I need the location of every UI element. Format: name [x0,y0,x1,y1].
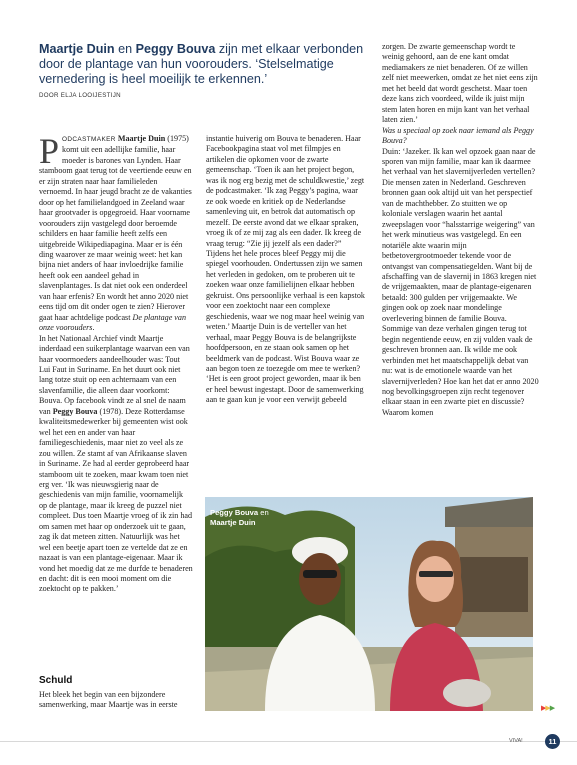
drop-cap: P [39,134,60,171]
column-2-text: instantie huiverig om Bouva te benaderen. Haar Facebookpagina staat vol met filmpjes en artikelen die opkomen voor de zwarte gemeenschap. ‘Toen ik aan het project begon, was ik nog erg bezig met de schuldkwestie,’ zegt de podcastmaker. ‘Ik zag Peggy’s pagina, waar ze ook woede en kritiek op de Nederlandse samenleving uit, en betrok dat automatisch op mezelf. De eerste avond dat we elkaar spraken, vroeg ik of ze mij zag als een dader. Ik kreeg de vraag terug: “Zie jij jezelf als een dader?” Tijdens het hele proces bleef Peggy mij die spiegel voorhouden. Ondertussen zijn we samen het verleden in gedoken, om te proberen uit te zoeken waar onze familielijnen elkaar hebben gekruist. Ons persoonlijke verhaal is een kapstok voor een zoektocht naar een complexe geschiedenis, waar we nog maar heel weinig van weten.’ Maartje Duin is de verteller van het verhaal, maar Peggy Bouva is de belangrijkste hoofdpersoon, en ze staan ook samen op het beeldmerk van de podcast. Wist Bouva waar ze aan begon toen ze toezegde om mee te werken? ‘Het is een groot project geworden, maar ik ben er heel bewust ingestapt. Door de samenwerking aan te gaan kun je voor een verwijt gebeeld [206,134,365,405]
caption-name-2: Maartje Duin [210,518,256,527]
headline [39,42,369,88]
photo-illustration [205,497,533,711]
arrow-icon-red: ▶ [541,704,546,712]
paragraph-2: In het Nationaal Archief vindt Maartje inderdaad een suikerplantage waarvan een van haar voormoeders aandeelhouder was: Tout Lui Faut in Suriname. En het duurt ook niet lang totze stuit op een achternaam van een slavenfamilie, die alleen daar voorkomt: Bouva. Op facebook vindt ze al snel de naam van [39,333,190,416]
arrow-icon-green: ▶ [549,704,555,712]
byline: DOOR ELJA LOOIJESTIJN [39,92,121,99]
lead-in: ODCASTMAKER [62,136,116,143]
headline-name-2: Peggy Bouva [135,42,216,56]
paragraph-3: (1978). Deze Rotterdamse kwaliteitsmedewerker bij gemeenten wist ook wel het een en ander van haar familiegeschiedenis, maar niet zo veel als ze zou willen. Ze stamt af van Afrikaanse slaven in Suriname. Ze had al eerder geprobeerd haar stamboom uit te zoeken, maar kwam toen niet erg ver. ‘Ik was nieuwsgierig naar de geschiedenis van mijn familie, voornamelijk op de plantage, maar ik kreeg de puzzel niet compleet. Dus toen Maartje vroeg of ik zin had om samen met haar op onderzoek uit te gaan, zag ik dat meteen zitten. Natuurlijk was het wel een beetje apart toen ze vertelde dat ze en nazaat is van een plantage-eigenaar. Maar ik vond het moedig dat ze me durfde te benaderen en dacht: dit is een mooi moment om die zoektocht op te pakken.’ [39,406,193,594]
arrow-decoration [541,704,554,712]
headline-text: zijn met elkaar verbonden door de plantage van hun voorouders. ‘Stelselmatige vernedering is heel moeilijk te erkennen.’ [39,42,364,87]
column-3-paragraph-2: Duin: ‘Jazeker. Ik kan wel opzoek gaan naar de sporen van mijn familie, maar kan ik daarmee het verhaal van het slavernijverleden vertellen? Die mensen zaten in Nederland. Geschreven bronnen gaan ook altijd uit van het perspectief van de machthebber. Zo stuitten we op koloniale verslagen waarin het aantal zweepslagen voor “halsstarrige weigering” van het werk minutieus was vastgelegd. En een notariële akte waarin mijn betbetovergrootmoeder tekende voor de ontvangst van compensatiegelden. Want bij de afschaffing van de slavernij in 1863 kregen niet de vrijgemaakten, maar de plantage-eigenaren betaald: 300 gulden per vrijgemaakte. We gingen ook op zoek naar mondelinge overlevering binnen de familie Bouva. Sommige van deze verhalen gingen terug tot begin negentiende eeuw, en zij vulden vaak de geschreven bronnen aan. Ik wilde me ook verbinden met het maatschappelijk debat van nu: wat is de emotionele waarde van het slavernijverleden? Hoe kan het dat er anno 2020 nog bevolkingsgroepen zijn recht tegenover elkaar staan in een zwarte piet en discussie? Waarom komen [382,146,539,417]
footer-magazine-label: VIVA! [509,738,523,744]
section-text: Het bleek het begin van een bijzondere samenwerking, maar Maartje was in eerste [39,690,178,710]
footer-divider [0,741,577,742]
intro-paragraph: (1975) komt uit een adellijke familie, haar moeder is barones van Lynden. Haar stamboom gaat terug tot de veertiende eeuw en er zijn straten naar haar familieleden vernoemd. In haar jeugd bracht ze de vakanties door op het familielandgoed in Zeeland waar haar grootvader is opgegroeid. Haar voorname voorouders zijn vastgelegd door beroemde schilders en haar familie heeft zelfs een uitgebreide Wikipediapagina. Maar er is één ding waarover ze maar weinig weet: het kan bijna niet anders of haar invloedrijke familie heeft ook een aandeel gehad in slavenplantages. Is dat niet ook een onderdeel van haar erfenis? En wordt het anno 2020 niet eens tijd om dit onder ogen te zien? Hierover gaat haar achtdelige podcast [39,134,192,322]
caption-name-1: Peggy Bouva [210,508,259,517]
page-number: 11 [545,734,560,749]
podcast-title: De plantage van onze voorouders [39,312,186,333]
subject-name: Maartje Duin [117,134,166,143]
subject-name-2: Peggy Bouva [52,406,98,416]
article-column-1: PODCASTMAKER Maartje Duin (1975) komt uit een adellijke familie, haar moeder is barones van Lynden. Haar stamboom gaat terug tot de veertiende eeuw en er zijn straten naar haar familieleden vernoemd. In haar jeugd bracht ze de vakanties door op het familielandgoed in Zeeland waar haar grootvader is opgegroeid. Haar voorname voorouders zijn vastgelegd door beroemde schilders en haar familie heeft zelfs een uitgebreide Wikipediapagina. Maar er is één ding waarover ze maar weinig weet: het kan bijna niet anders of haar invloedrijke familie heeft ook een aandeel gehad in slavenplantages. Is dat niet ook een onderdeel van haar erfenis? En wordt het anno 2020 niet eens tijd om dit onder ogen te zien? Hierover gaat haar achtdelige podcast De plantage van onze voorouders. In het Nationaal Archief vindt Maartje inderdaad een suikerplantage waarvan een van haar voormoeders aandeelhouder was: Tout Lui Faut in Suriname. En het duurt ook niet lang totze stuit op een achternaam van een slavenfamilie, die alleen daar voorkomt: Bouva. Op facebook vindt ze al snel de naam van Peggy Bouva (1978). Deze Rotterdamse kwaliteitsmedewerker bij gemeenten wist ook wel het een en ander van haar familiegeschiedenis, maar niet zo veel als ze zou willen. Ze stamt af van Afrikaanse slaven in Suriname. Ze had al eerder geprobeerd haar stamboom uit te zoeken, maar kwam toen niet erg ver. ‘Ik was nieuwsgierig naar de geschiedenis van mijn familie, voornamelijk op de plantage, maar ik kreeg de puzzel niet compleet. Dus toen Maartje vroeg of ik zin had om samen met haar op onderzoek uit te gaan, zag ik dat meteen zitten. Natuurlijk was het wel een beetje apart toen ze vertelde dat ze en nazaat is van een plantage-eigenaar. Maar ik vond het moedig dat ze me durfde te benaderen en dacht: dit is een mooi moment om die zoektocht op te pakken.’ [39,134,193,594]
arrow-icon-yellow: ▶ [545,704,550,712]
headline-name-1: Maartje Duin [39,42,115,56]
interview-question: Was u speciaal op zoek naar iemand als Peggy Bouva? [382,125,534,146]
portrait-photo [205,497,533,711]
caption-conjunction: en [260,508,269,517]
section-heading: Schuld [39,675,73,686]
article-column-2 [206,134,366,492]
article-column-3 [382,42,539,494]
column-3-paragraph-1: zorgen. De zwarte gemeenschap wordt te weinig gehoord, aan de ene kant omdat mediamakers ze niet benaderen. Of ze willen zelf niet meewerken, omdat ze het niet eens zijn met het beeld dat wordt geschetst. Maar toen deze kans zich voordeed, wilde ik juist mijn stem laten horen en mijn kant van het verhaal laten zien.’ [382,42,538,125]
photo-caption [210,508,290,528]
headline-conjunction: en [118,42,133,56]
